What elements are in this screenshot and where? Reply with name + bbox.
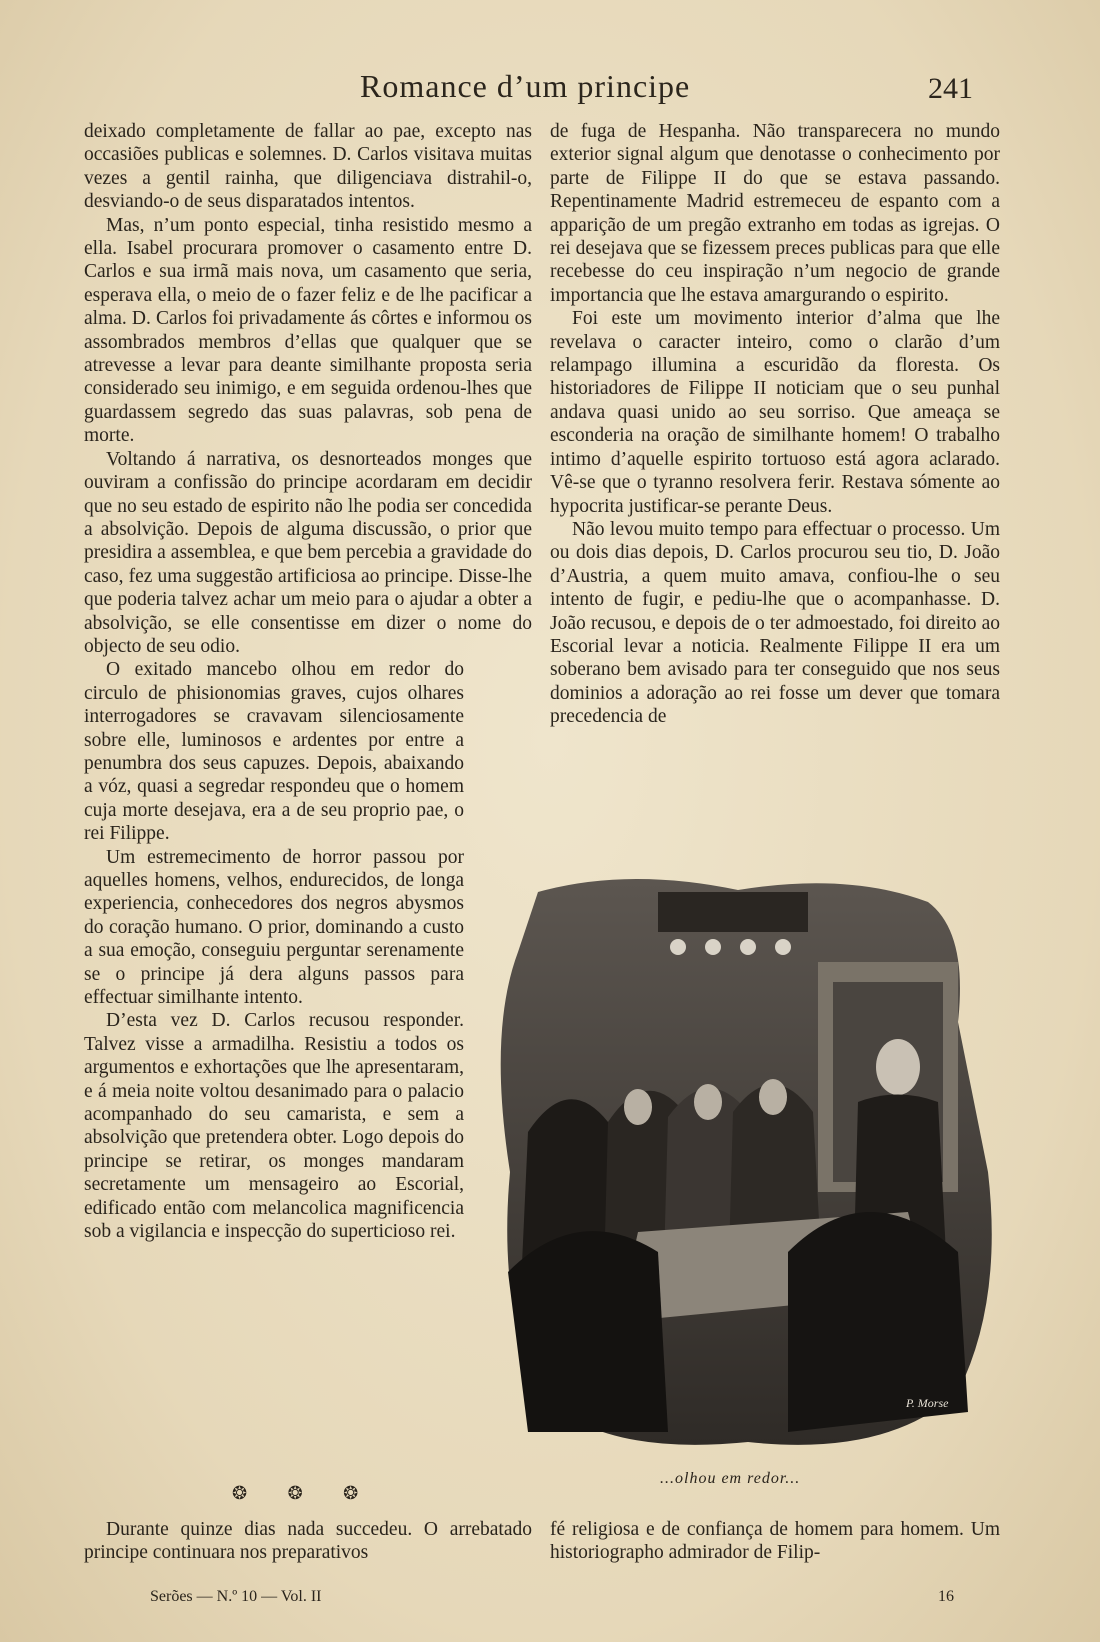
running-title: Romance d’um principe [360,68,691,104]
section-ornament: ❂ ❂ ❂ [232,1483,377,1503]
bottom-right-text [550,1518,1000,1565]
paragraph: Foi este um movimento interior d’alma que lhe revelava o caracter inteiro, como o clarão d’um relampago illumina a escuridão da floresta. Os historiadores de Filippe II noticiam que o seu punhal andava quasi unido ao seu sorriso. Que ameaça se esconderia na oração de similhante homem! O trabalho intimo d’aquelle espirito tortuoso está agora aclarado. Vê-se que o tyranno resolvera ferir. Restava sómente ao hypocrita justificar-se perante Deus. [550,308,1000,517]
right-text-column [550,120,1000,729]
paragraph: fé religiosa e de confiança de homem para homem. Um historiographo admirador de Filip- [550,1519,1000,1564]
left-text-column [84,120,532,1244]
paragraph: O exitado mancebo olhou em redor do circulo de phisionomias graves, cujos olhares interrogadores se cravavam silenciosamente sobre elle, luminosos e ardentes por entre a penumbra dos seus capuzes. Depois, abaixando a vóz, quasi a segredar respondeu que o homem cuja morte desejava, era a de seu proprio pae, o rei Filippe. [84,659,464,845]
paragraph: deixado completamente de fallar ao pae, excepto nas occasiões publicas e solemnes. D. Carlos visitava muitas vezes a gentil rainha, que diligenciava distrahil-o, desviando-o de seus disparatados intentos. [84,121,532,213]
bottom-left-text [84,1518,532,1565]
paragraph: Um estremecimento de horror passou por aquelles homens, velhos, endurecidos, de longa experiencia, conhecedores dos negros abysmos do coração humano. O prior, dominando a custo a sua emoção, conseguiu perguntar serenamente se o principe já dera alguns passos para effectuar similhante intento. [84,846,464,1009]
paragraph: Mas, n’um ponto especial, tinha resistido mesmo a ella. Isabel procurara promover o casamento entre D. Carlos e sua irmã mais nova, um casamento que seria, esperava ella, o meio de o fazer feliz e de lhe pacificar a alma. D. Carlos foi privadamente ás côrtes e informou os assombrados membros d’ellas que qualquer que se atrevesse a levar para deante similhante proposta seria considerado seu inimigo, e em seguida ordenou-lhes que guardassem segredo das suas palavras, sob pena de morte. [84,214,532,447]
paragraph: Voltando á narrativa, os desnorteados monges que ouviram a confissão do principe acordaram em decidir que no seu estado de espirito não lhe podia ser concedida a absolvição. Depois de alguma discussão, o prior que presidira a assemblea, e que bem percebia a gravidade do caso, fez uma suggestão artificiosa ao principe. Disse-lhe que poderia talvez achar um meio para o ajudar a obter a absolvição, se elle consentisse em dizer o nome do objecto de seu odio. [84,448,532,657]
paragraph: de fuga de Hespanha. Não transparecera no mundo exterior signal algum que denotasse o conhecimento por parte de Filippe II do que se estava passando. Repentinamente Madrid estremeceu de espanto com a apparição de um pregão extranho em todas as igrejas. O rei desejava que se fizessem preces publicas para que elle recebesse do ceu inspiração n’um negocio de grande importancia que lhe estava amargurando o espirito. [550,121,1000,306]
paragraph: Não levou muito tempo para effectuar o processo. Um ou dois dias depois, D. Carlos procurou seu tio, D. João d’Austria, a quem muito amava, confiou-lhe o seu intento de fugir, e pediu-lhe que o acompanhasse. D. João recusou, e depois de o ter admoestado, foi direito ao Escorial levar a noticia. Realmente Filippe II era um soberano bem avisado para ter conseguido que nos seus dominios a adoração ao rei fosse um dever que tomara precedencia de [550,518,1000,728]
footer-issue: Serões — N.º 10 — Vol. II [150,1588,322,1605]
illustration-caption: ...olhou em redor... [660,1470,801,1487]
paragraph: Durante quinze dias nada succedeu. O arrebatado principe continuara nos preparativos [84,1519,532,1564]
artist-signature: P. Morse [906,1396,949,1410]
page-number: 241 [928,72,973,105]
paragraph: D’esta vez D. Carlos recusou responder. Talvez visse a armadilha. Resistiu a todos os argumentos e exhortações que lhe apresentaram, e á meia noite voltou desanimado para o palacio acompanhado do seu camarista, e sem a absolvição que pretendera obter. Logo depois do principe se retirar, os monges mandaram secretamente um mensageiro ao Escorial, edificado então com melancolica magnificencia sob a vigilancia e inspecção do superticioso rei. [84,1010,464,1243]
monks-council-illustration [488,872,1008,1457]
footer-signature-number: 16 [938,1588,954,1605]
